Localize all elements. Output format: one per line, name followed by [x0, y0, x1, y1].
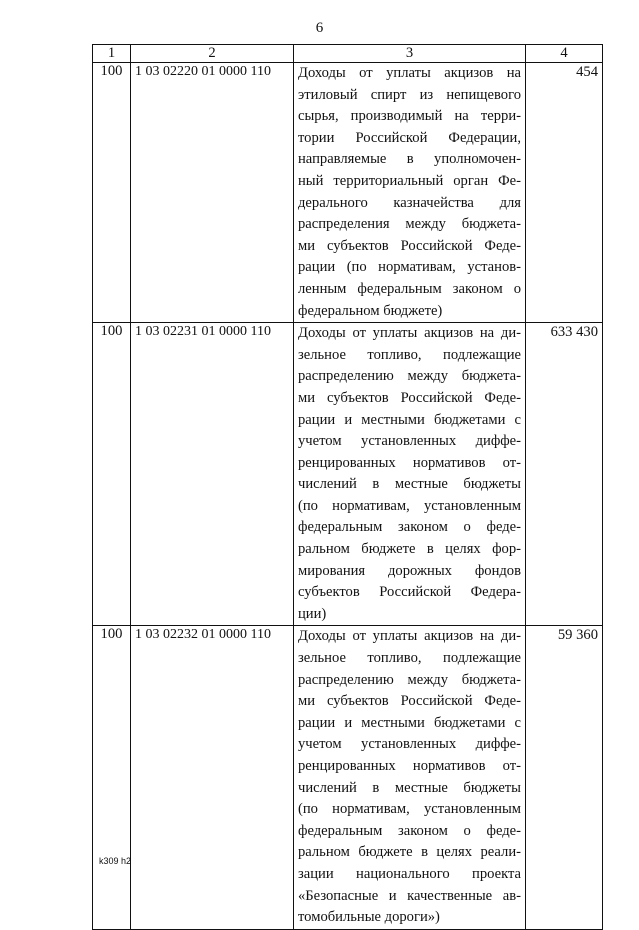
table-row [93, 63, 603, 323]
table-body [93, 63, 603, 930]
description-line: (по нормативам, установленным [298, 801, 521, 818]
description-line: этиловый спирт из непищевого [298, 86, 521, 103]
table-row [93, 323, 603, 626]
description-line: (по нормативам, установленным [298, 497, 521, 514]
description-line: ми субъектов Российской Феде- [298, 693, 521, 710]
budget-classification-code-cell: 1 03 02220 01 0000 110 [131, 63, 294, 323]
description-line: распределения между бюджета- [298, 216, 521, 233]
description-line: сырья, производимый на терри- [298, 108, 521, 125]
description-line: мирования дорожных фондов [298, 562, 521, 579]
description-line: федеральным законом о феде- [298, 519, 521, 536]
amount-cell: 633 430 [526, 323, 603, 626]
description-line: ный территориальный орган Фе- [298, 172, 521, 189]
amount-cell: 454 [526, 63, 603, 323]
description-line: ральном бюджете в целях фор- [298, 541, 521, 558]
description-line: Доходы от уплаты акцизов на ди- [298, 325, 521, 342]
description-line: направляемые в уполномочен- [298, 151, 521, 168]
table-header [93, 45, 603, 63]
description-line: ральном бюджете в целях реали- [298, 844, 521, 861]
revenue-table [92, 44, 603, 930]
description-line: Доходы от уплаты акцизов на [298, 65, 521, 81]
admin-code-cell: 100 [93, 323, 131, 626]
description-line: учетом установленных диффе- [298, 433, 521, 450]
description-line: зельное топливо, подлежащие [298, 650, 521, 667]
description-line: распределению между бюджета- [298, 671, 521, 688]
description-line: учетом установленных диффе- [298, 736, 521, 753]
description-line: рации и местными бюджетами с [298, 411, 521, 428]
description-line: федеральном бюджете) [298, 302, 443, 319]
description-line: числений в местные бюджеты [298, 476, 521, 493]
header-col-4: 4 [526, 45, 603, 63]
description-line: дерального казначейства для [298, 194, 521, 211]
header-col-1: 1 [93, 45, 131, 63]
description-line: числений в местные бюджеты [298, 779, 521, 796]
header-col-2: 2 [131, 45, 294, 63]
table-row [93, 626, 603, 929]
description-line: ции) [298, 605, 327, 622]
description-line: ренцированных нормативов от- [298, 758, 521, 774]
admin-code-cell: 100 [93, 63, 131, 323]
admin-code-cell: 100 [93, 626, 131, 929]
description-line: ми субъектов Российской Феде- [298, 389, 521, 406]
description-line: ленным федеральным законом о [298, 280, 521, 297]
budget-classification-code-cell: 1 03 02232 01 0000 110 [131, 626, 294, 929]
header-col-3: 3 [294, 45, 526, 63]
description-cell [294, 626, 526, 929]
budget-classification-code-cell: 1 03 02231 01 0000 110 [131, 323, 294, 626]
footer-code: k309 h2 [99, 856, 132, 866]
description-line: тории Российской Федерации, [298, 129, 521, 146]
description-line: ренцированных нормативов от- [298, 454, 521, 471]
description-line: субъектов Российской Федера- [298, 584, 521, 601]
description-line: зации национального проекта [298, 865, 521, 882]
amount-cell: 59 360 [526, 626, 603, 929]
description-line: зельное топливо, подлежащие [298, 346, 521, 363]
description-line: ми субъектов Российской Феде- [298, 237, 521, 254]
description-line: «Безопасные и качественные ав- [298, 887, 521, 904]
page-number: 6 [315, 20, 324, 36]
description-cell [294, 323, 526, 626]
header-row [93, 45, 603, 63]
description-line: Доходы от уплаты акцизов на ди- [298, 628, 521, 645]
description-line: распределению между бюджета- [298, 368, 521, 385]
description-cell [294, 63, 526, 323]
description-line: томобильные дороги») [298, 909, 440, 926]
description-line: федеральным законом о феде- [298, 822, 521, 839]
description-line: рации (по нормативам, установ- [298, 259, 521, 276]
description-line: рации и местными бюджетами с [298, 714, 521, 731]
